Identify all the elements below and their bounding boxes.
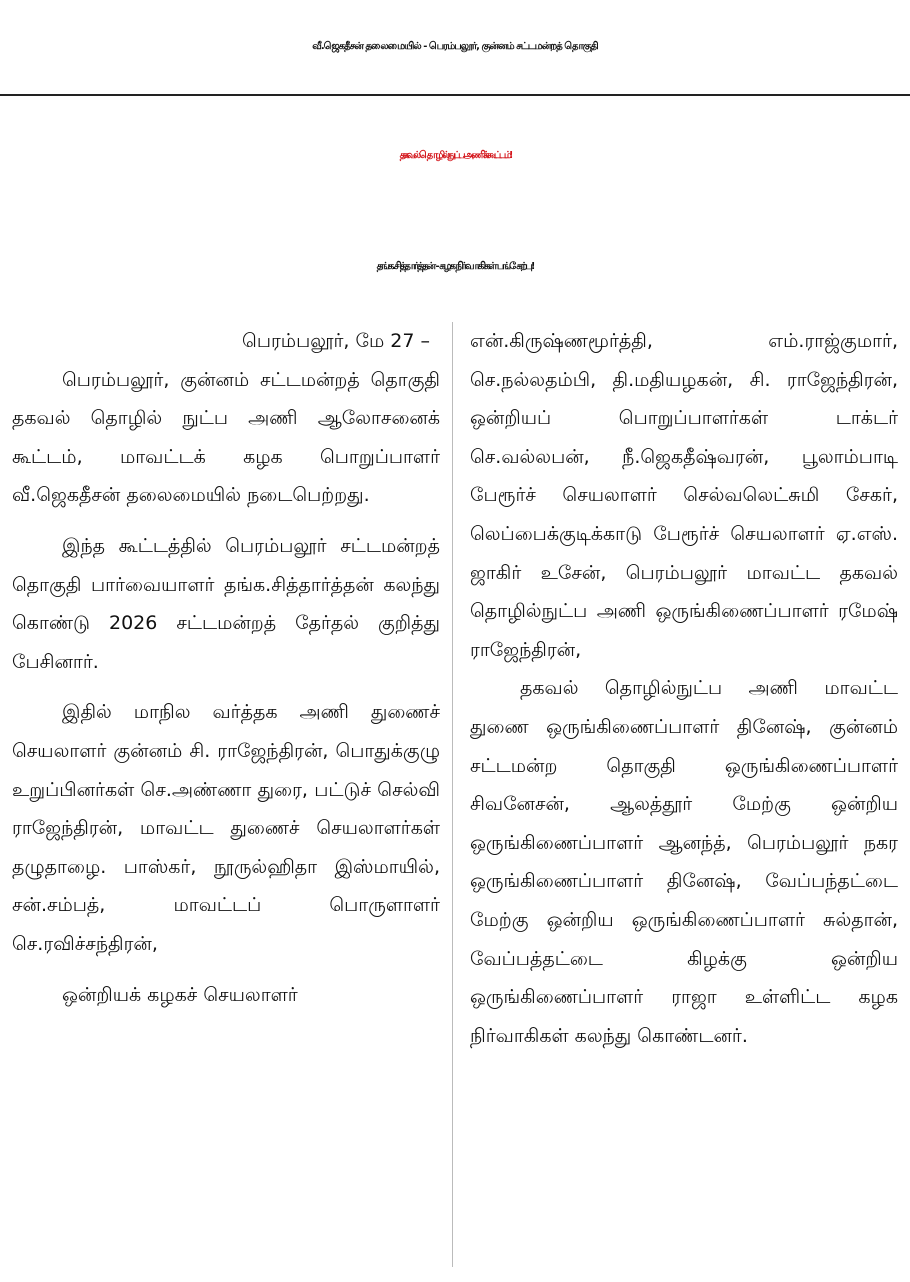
headline: தகவல் தொழில்நுட்ப அணிக் கூட்டம்! <box>399 150 511 161</box>
article-column-left <box>12 322 440 1014</box>
subheadline: தங்க.சித்தார்த்தன் - கழக நிர்வாகிகள் பங்கேற்பு! <box>376 261 534 272</box>
paragraph: தகவல் தொழில்நுட்ப அணி மாவட்ட துணை ஒருங்கிணைப்பாளர் தினேஷ், குன்னம் சட்டமன்ற தொகுதி ஒருங்கிணைப்பாளர் சிவனேசன், ஆலத்தூர் மேற்கு ஒன்றிய ஒருங்கிணைப்பாளர் ஆனந்த், பெரம்பலூர் நகர ஒருங்கிணைப்பாளர் தினேஷ், வேப்பந்தட்டை மேற்கு ஒன்றிய ஒருங்கிணைப்பாளர் சுல்தான், வேப்பத்தட்டை கிழக்கு ஒன்றிய ஒருங்கிணைப்பாளர் ராஜா உள்ளிட்ட கழக நிர்வாகிகள் கலந்து கொண்டனர். <box>470 677 898 1047</box>
paragraph: என்.கிருஷ்ணமூர்த்தி, எம்.ராஜ்குமார், செ.நல்லதம்பி, தி.மதியழகன், சி. ராஜேந்திரன், ஒன்றியப் பொறுப்பாளர்கள் டாக்டர் செ.வல்லபன், நீ.ஜெகதீஷ்வரன், பூலாம்பாடி பேரூர்ச் செயலாளர் செல்வலெட்சுமி சேகர், லெப்பைக்குடிக்காடு பேரூர்ச் செயலாளர் ஏ.எஸ். ஜாகிர் உசேன், பெரம்பலூர் மாவட்ட தகவல் தொழில்நுட்ப அணி ஒருங்கிணைப்பாளர் ரமேஷ் ராஜேந்திரன், <box>470 330 898 661</box>
kicker-line: வீ.ஜெகதீசன் தலைமையில் - பெரம்பலூர், குன்னம் சட்டமன்றத் தொகுதி <box>0 0 910 96</box>
paragraph: ஒன்றியக் கழகச் செயலாளர் <box>62 983 298 1006</box>
column-divider <box>452 322 453 1267</box>
paragraph: இந்த கூட்டத்தில் பெரம்பலூர் சட்டமன்றத் தொகுதி பார்வையாளர் தங்க.சித்தார்த்தன் கலந்து கொண்டு 2026 சட்டமன்றத் தேர்தல் குறித்து பேசினார். <box>12 534 440 673</box>
dateline: பெரம்பலூர், மே 27 – <box>242 330 430 352</box>
paragraph: பெரம்பலூர், குன்னம் சட்டமன்றத் தொகுதி தகவல் தொழில் நுட்ப அணி ஆலோசனைக் கூட்டம், மாவட்டக் கழக பொறுப்பாளர் வீ.ஜெகதீசன் தலைமையில் நடைபெற்றது. <box>12 368 440 507</box>
article-column-right <box>470 322 898 1055</box>
paragraph: இதில் மாநில வர்த்தக அணி துணைச் செயலாளர் குன்னம் சி. ராஜேந்திரன், பொதுக்குழு உறுப்பினர்கள் செ.அண்ணா துரை, பட்டுச் செல்வி ராஜேந்திரன், மாவட்ட துணைச் செயலாளர்கள் தழுதாழை. பாஸ்கர், நூருல்ஹிதா இஸ்மாயில், சன்.சம்பத், மாவட்டப் பொருளாளர் செ.ரவிச்சந்திரன், <box>12 701 440 955</box>
